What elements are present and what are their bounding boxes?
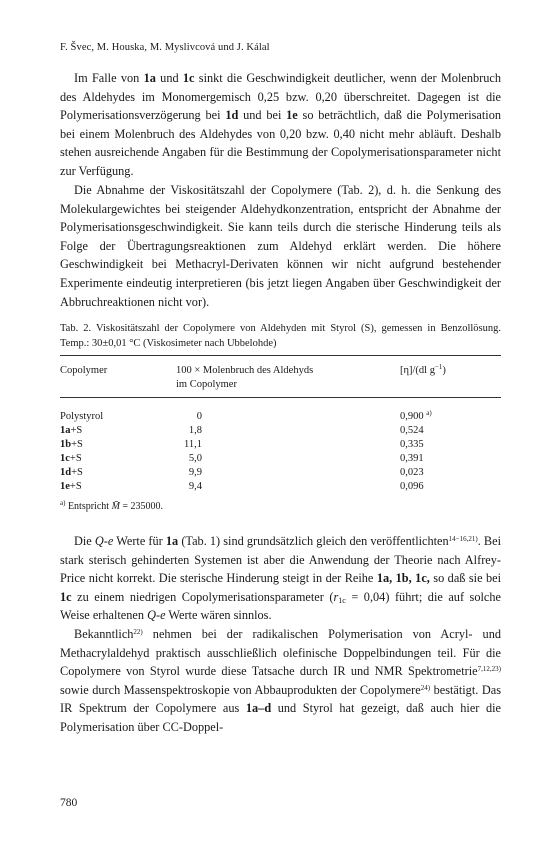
text-span: +S <box>69 481 82 492</box>
paragraph-3 <box>60 532 501 625</box>
subscript: 1c <box>338 595 346 605</box>
text-span: und bei <box>238 108 287 123</box>
table-row-label <box>60 439 83 450</box>
text-span: Bekanntlich <box>74 626 134 641</box>
compound-ref: 1c <box>60 589 72 604</box>
symbol: r <box>333 589 339 604</box>
paragraph-1 <box>60 69 501 181</box>
table-cell-molfraction: 5,0 <box>188 453 202 464</box>
compound-ref: 1a <box>143 71 156 85</box>
table-top-rule <box>60 355 501 356</box>
table-header-copolymer: Copolymer <box>60 365 108 376</box>
table-header-viscosity <box>400 365 446 376</box>
text-span: sinkt die Geschwindigkeit deutlicher, wenn der Molenbruch des Aldehydes im Monomergemisch 0,25 bzw. 0,20 überschreitet. Dagegen ist die Polymerisationsverzögerung bei <box>60 71 501 123</box>
table-caption: Tab. 2. Viskositätszahl der Copolymere von Aldehyden mit Styrol (S), gemessen in Benzollösung. Temp.: 30±0,01 °C (Viskosimeter nach Ubbelohde) <box>60 323 501 349</box>
text-span: +S <box>70 425 83 436</box>
compound-ref: 1a <box>60 425 71 436</box>
text-span: ) <box>442 365 446 376</box>
text-span: Entspricht <box>67 501 112 512</box>
symbol: Q-e <box>147 608 166 623</box>
text-span: so daß sie bei <box>429 571 502 586</box>
table-cell-molfraction: 11,1 <box>184 439 202 450</box>
compound-ref: 1e <box>286 108 298 123</box>
citation: 7,12,23) <box>477 665 501 674</box>
table-cell-molfraction: 1,8 <box>188 425 202 436</box>
table-header-molfraction: 100 × Molenbruch des Aldehyds <box>176 365 314 376</box>
text-span: so beträchtlich, daß die Polymerisation bei einem Molenbruch des Aldehydes von 0,20 bzw. 0,40 nicht mehr abläuft. Deshalb stehen ausreichende Angaben für die Bestimmung der Copolymerisationsparameter nicht zur Verfügung. <box>60 108 501 178</box>
table-cell-viscosity: 0,391 <box>400 453 424 464</box>
compound-ref: 1c <box>60 453 70 464</box>
table-cell-viscosity: 0,524 <box>400 425 424 436</box>
text-span: und Styrol hat gezeigt, daß auch hier die Polymerisation über CC-Doppel- <box>60 701 501 734</box>
symbol: M̄ <box>111 501 120 512</box>
text-span: und <box>155 71 183 85</box>
table-cell-molfraction: 9,4 <box>188 481 202 492</box>
paragraph-2-text: Die Abnahme der Viskositätszahl der Copolymere (Tab. 2), d. h. die Senkung des Molekulargewichtes bei steigender Aldehydkonzentration, entspricht der Abnahme der Polymerisationsgeschwindigkeit. Sie kann teils durch die sterische Hinderung teils als Folge der Übertragungsreaktionen zum Aldehyd erklärt werden. Die höhere Geschwindigkeit bei Methacryl-Derivaten können wir nicht aufgrund bestehender Experimente eindeutig interpretieren (bis jetzt liegen Angaben über Geschwindigkeit der Abbruchreaktionen nicht vor). <box>60 183 501 309</box>
text-span: Im Falle von <box>74 71 144 85</box>
table-footnote <box>60 501 163 512</box>
citation: 14−16,21) <box>448 535 478 543</box>
text-span: (Tab. 1) sind grundsätzlich gleich den veröffentlichten <box>178 534 449 548</box>
footnote-marker: a) <box>426 409 432 417</box>
compound-ref: 1a, 1b, 1c, <box>376 571 430 586</box>
compound-ref: 1b <box>60 439 72 450</box>
symbol: Q-e <box>94 534 114 548</box>
paragraph-2 <box>60 181 501 311</box>
compound-ref: 1d <box>225 108 239 123</box>
table-cell-viscosity: 0,335 <box>400 439 424 450</box>
table-row-label <box>60 425 82 436</box>
table-cell-molfraction: 0 <box>196 411 202 422</box>
text-span: = 235000. <box>119 501 164 512</box>
paragraph-4 <box>60 625 501 737</box>
table-cell-molfraction: 9,9 <box>188 467 202 478</box>
citation: 24) <box>420 683 431 692</box>
table-row-label <box>60 453 82 464</box>
page-number: 780 <box>60 797 78 809</box>
text-span: [η]/(dl g <box>400 365 435 376</box>
running-header: F. Švec, M. Houska, M. Myslivcová und J. Kálal <box>60 42 270 53</box>
text-span: +S <box>71 467 83 478</box>
citation: 22) <box>133 627 143 636</box>
text-span: nehmen bei der radikalischen Polymerisation von Acryl- und Methacrylaldehyd praktisch ausschließlich olefinische Doppelbindungen teil. Für die Copolymere von Styrol wurde diese Tatsache durch IR und NMR Spektrometrie <box>60 626 501 679</box>
table-header-molfraction-line2: im Copolymer <box>176 379 237 390</box>
table-cell-viscosity: 0,023 <box>400 467 424 478</box>
text-span: Werte für <box>113 534 166 548</box>
compound-ref: 1e <box>60 481 70 492</box>
table-row-label <box>60 481 82 492</box>
text-span: +S <box>69 453 82 464</box>
footnote-marker: a) <box>60 499 66 507</box>
table-cell-viscosity: 0,096 <box>400 481 424 492</box>
text-span: . Bei stark sterisch gehinderten Systemen ist aber die Anwendung der Theorie nach Alfrey-Price nicht korrekt. Die sterische Hinderung steigt in der Reihe <box>60 534 501 586</box>
text-span: zu einem niedrigen Copolymerisationsparameter ( <box>71 589 334 604</box>
compound-ref: 1c <box>182 71 195 85</box>
text-span: +S <box>71 439 83 450</box>
text-span: 0,900 <box>400 411 424 422</box>
text-span: Werte wären sinnlos. <box>165 608 272 623</box>
text-span: = 0,04) führt; die auf solche Weise erhaltenen <box>60 589 501 623</box>
compound-ref: 1a–d <box>245 701 272 716</box>
text-span: bestätigt. Das IR Spektrum der Copolymere aus <box>60 682 501 716</box>
compound-ref: 1a <box>165 534 179 548</box>
compound-ref: 1d <box>60 467 72 478</box>
text-span: Die <box>74 534 95 548</box>
table-row-label <box>60 467 83 478</box>
table-row-label: Polystyrol <box>60 411 104 422</box>
paragraphs-3-4 <box>60 532 501 737</box>
superscript: −1 <box>434 363 443 371</box>
text-span: sowie durch Massenspektroskopie von Abbauprodukten der Copolymere <box>60 682 421 697</box>
table-cell-viscosity <box>400 411 432 422</box>
table-header-rule <box>60 397 501 398</box>
